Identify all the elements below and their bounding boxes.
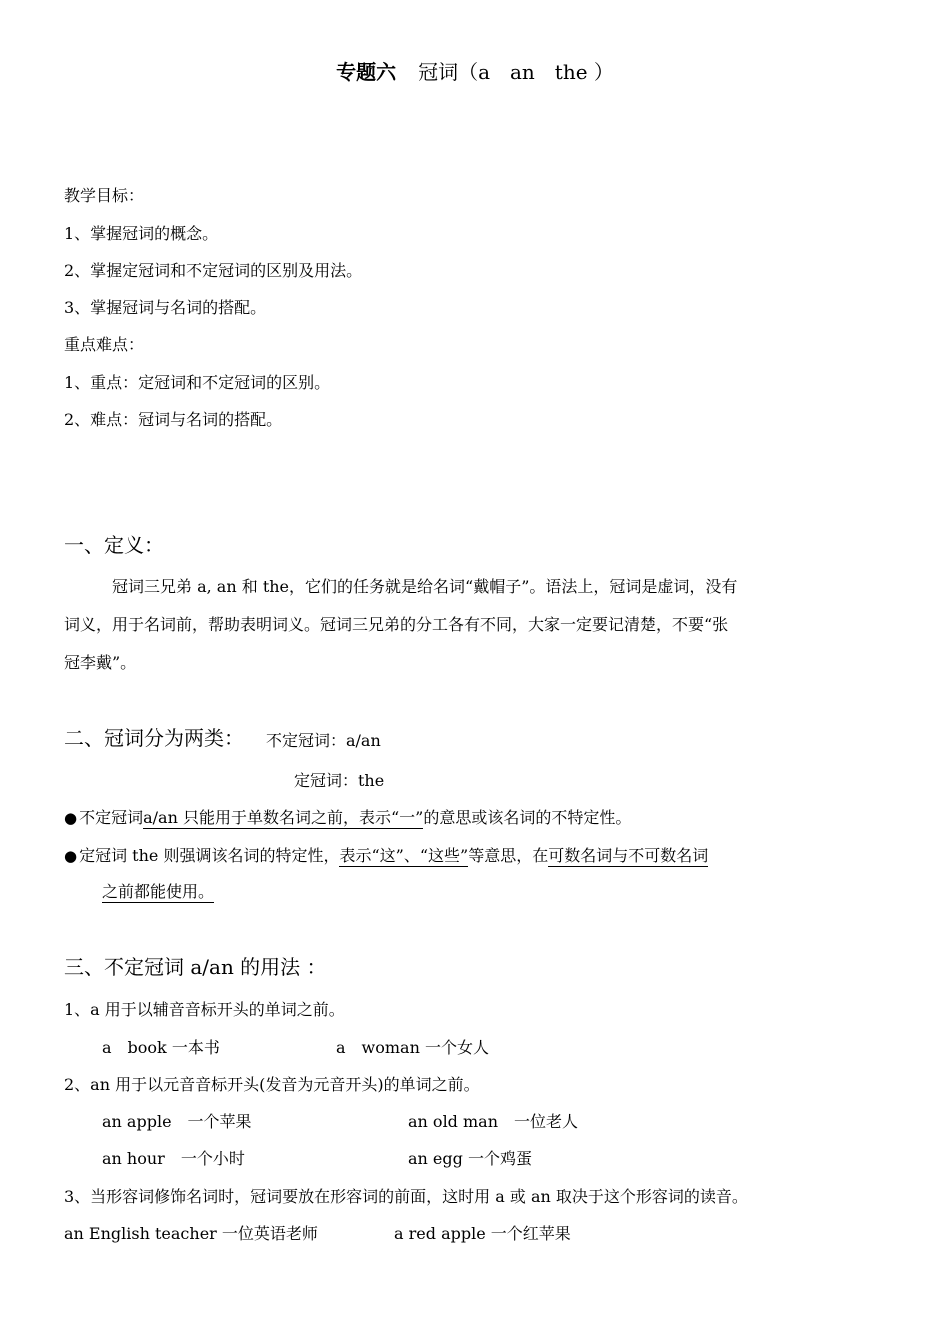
underlined-text: 可数名词与不可数名词 <box>548 846 709 865</box>
example: an apple 一个苹果 <box>102 1112 252 1131</box>
bullet-icon: ● <box>64 847 78 865</box>
example: an hour 一个小时 <box>102 1149 245 1168</box>
section1-para-line: 冠词三兄弟 a, an 和 the，它们的任务就是给名词“戴帽子”。语法上，冠词是虚词，没有 <box>112 577 738 596</box>
section3-heading: 三、不定冠词 a/an 的用法 ： <box>64 955 327 979</box>
section2-heading: 二、冠词分为两类： <box>64 726 244 750</box>
page-title <box>0 62 950 82</box>
objective-item: 1、掌握冠词的概念。 <box>64 224 219 243</box>
example: an egg 一个鸡蛋 <box>408 1149 532 1168</box>
bullet-definite: ● 定冠词 the 则强调该名词的特定性，表示“这”、“这些”等意思，在可数名词与不可数名词 <box>64 846 709 865</box>
underlined-text: a/an 只能用于单数名词之前，表示“一” <box>143 808 424 827</box>
definite-article-label: 定冠词：the <box>294 771 385 790</box>
objective-item: 2、掌握定冠词和不定冠词的区别及用法。 <box>64 261 363 280</box>
rule-2: 2、an 用于以元音音标开头(发音为元音开头)的单词之前。 <box>64 1075 480 1094</box>
example: a red apple 一个红苹果 <box>394 1224 571 1243</box>
rule-3: 3、当形容词修饰名词时，冠词要放在形容词的前面，这时用 a 或 an 取决于这个形容词的读音。 <box>64 1187 748 1206</box>
title-main: 专题六 <box>336 60 397 84</box>
bullet-indefinite: ● 不定冠词a/an 只能用于单数名词之前，表示“一”的意思或该名词的不特定性。 <box>64 808 632 827</box>
section1-heading: 一、定义： <box>64 533 164 557</box>
example: an English teacher 一位英语老师 <box>64 1224 318 1243</box>
objectives-heading: 教学目标： <box>64 186 145 205</box>
title-sub: 冠词（a an the ） <box>418 60 614 84</box>
example: a book 一本书 <box>102 1038 220 1057</box>
bullet-icon: ● <box>64 809 78 827</box>
underlined-text: 表示“这”、“这些” <box>339 846 469 865</box>
example: a woman 一个女人 <box>336 1038 489 1057</box>
underlined-text: 之前都能使用。 <box>102 882 215 901</box>
example: an old man 一位老人 <box>408 1112 579 1131</box>
key-points-heading: 重点难点： <box>64 335 145 354</box>
objective-item: 3、掌握冠词与名词的搭配。 <box>64 298 267 317</box>
rule-1: 1、a 用于以辅音音标开头的单词之前。 <box>64 1000 345 1019</box>
section1-para-line: 词义，用于名词前，帮助表明词义。冠词三兄弟的分工各有不同，大家一定要记清楚，不要“张 <box>64 615 729 634</box>
key-point-item: 1、重点：定冠词和不定冠词的区别。 <box>64 373 331 392</box>
bullet-definite-cont <box>102 882 214 902</box>
section1-para-line: 冠李戴”。 <box>64 653 137 672</box>
indefinite-article-label: 不定冠词：a/an <box>266 731 381 750</box>
key-point-item: 2、难点：冠词与名词的搭配。 <box>64 410 283 429</box>
